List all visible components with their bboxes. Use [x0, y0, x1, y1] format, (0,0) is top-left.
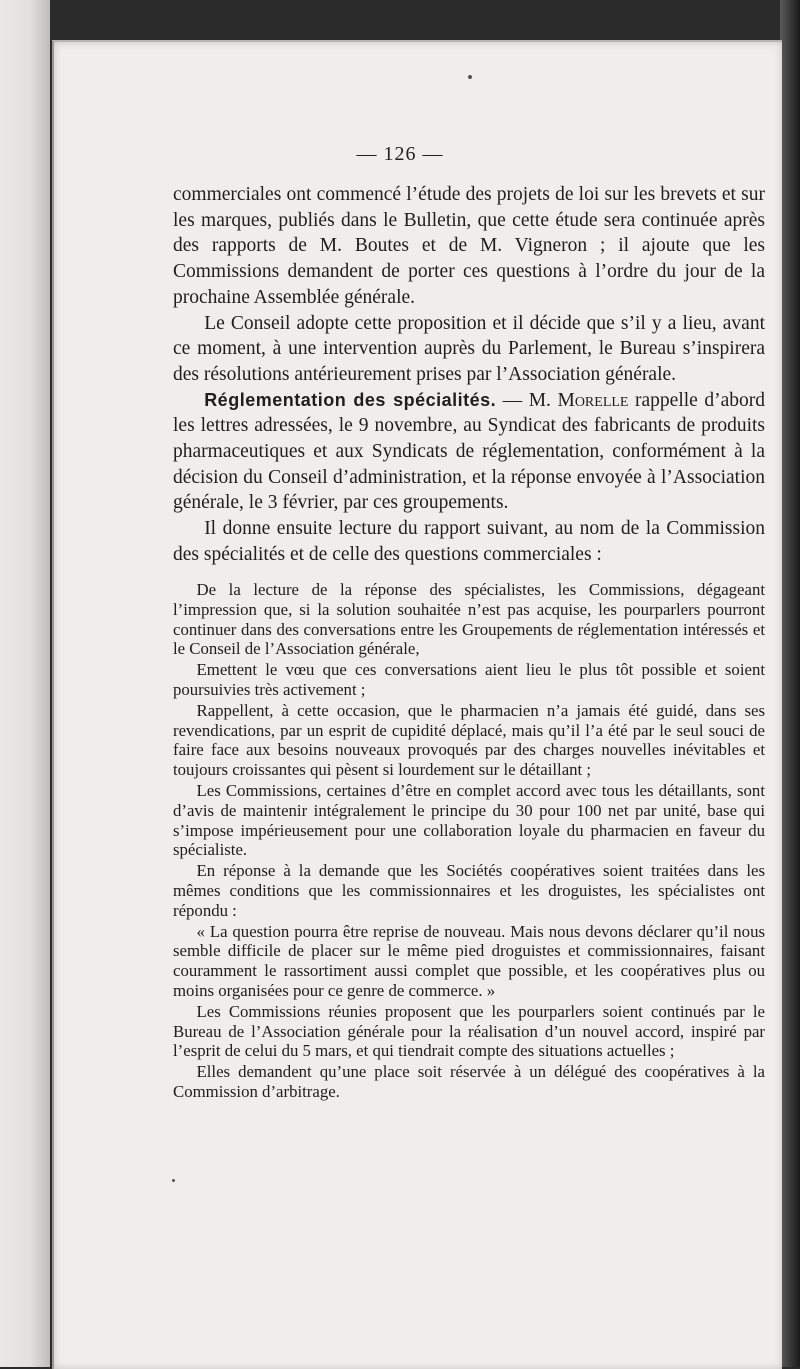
paragraph-report-intro: Il donne ensuite lecture du rapport suivant, au nom de la Commission des spécialités et de celle des questions commerciales : — [173, 518, 765, 565]
report-quote: « La question pourra être reprise de nouveau. Mais nous devons déclarer qu’il nous semble difficile de placer sur le même pied droguistes et commissionnaires, faisant couramment le rassortiment aussi complet que possible, et les coopératives plus ou moins organisées pour ce genre de commerce. » — [173, 921, 765, 1000]
report-paragraph: Les Commissions, certaines d’être en complet accord avec tous les détaillants, sont d’avis de maintenir intégralement le principe du 30 pour 100 net par unité, base qui s’impose impérieusement pour une collaboration loyale du pharmacien en faveur du spécialiste. — [173, 780, 765, 860]
scan-edge — [780, 0, 800, 1367]
paragraph-specialites — [173, 388, 765, 517]
speaker-name: Morelle — [557, 389, 629, 411]
scan-border — [0, 0, 50, 1367]
report-paragraph: Emettent le vœu que ces conversations aient lieu le plus tôt possible et soient poursuivies très activement ; — [173, 660, 765, 699]
paragraph-specialites-body: rappelle d’abord les lettres adressées, le 9 novembre, au Syndicat des fabricants de produits pharmaceutiques et aux Syndicats de réglementation, conformément à la décision du Conseil d’administration, et la réponse envoyée à l’Association générale, le 3 février, par ces groupements. — [173, 389, 766, 514]
report-paragraph: De la lecture de la réponse des spécialistes, les Commissions, dégageant l’impression que, si la solution souhaitée n’est pas acquise, les pourparlers pourront continuer dans des conversations entre les Groupements de réglementation intéressés et le Conseil de l’Association générale, — [173, 580, 765, 659]
heading-dash: — M. — [496, 389, 558, 411]
report-paragraph: Elles demandent qu’une place soit réservée à un délégué des coopératives à la Commission d’arbitrage. — [173, 1062, 765, 1101]
report-paragraph: En réponse à la demande que les Sociétés coopératives soient traitées dans les mêmes conditions que les commissionnaires et les droguistes, les spécialistes ont répondu : — [173, 861, 765, 920]
paper-speck — [172, 1179, 175, 1182]
report-paragraph: Les Commissions réunies proposent que les pourparlers soient continués par le Bureau de l’Association générale pour la réalisation d’un nouvel accord, inspiré par l’esprit de celui du 5 mars, et qui tiendrait compte des situations actuelles ; — [173, 1001, 765, 1061]
paragraph-council-decision: Le Conseil adopte cette proposition et il décide que s’il y a lieu, avant ce moment, à une intervention auprès du Parlement, le Bureau s’inspirera des résolutions antérieurement prises par l’Association générale. — [173, 312, 765, 385]
paper-speck — [468, 75, 472, 79]
page-number: — 126 — — [356, 143, 444, 165]
report-text — [173, 580, 765, 1103]
report-paragraph: Rappellent, à cette occasion, que le pharmacien n’a jamais été guidé, dans ses revendications, par un esprit de cupidité déplacé, mais qu’il l’a été par le seul souci de faire face aux besoins nouveaux provoqués par des charges nouvelles inévitables et toujours croissantes qui pèsent si lourdement sur le détaillant ; — [173, 700, 765, 780]
main-text — [173, 182, 765, 568]
section-heading: Réglementation des spécialités. — [204, 389, 497, 410]
paragraph-continuation: commerciales ont commencé l’étude des projets de loi sur les brevets et sur les marques, publiés dans le Bulletin, que cette étude sera continuée après des rapports de M. Boutes et de M. Vigneron ; il ajoute que les Commissions demandent de porter ces questions à l’ordre du jour de la prochaine Assemblée générale. — [173, 184, 765, 308]
